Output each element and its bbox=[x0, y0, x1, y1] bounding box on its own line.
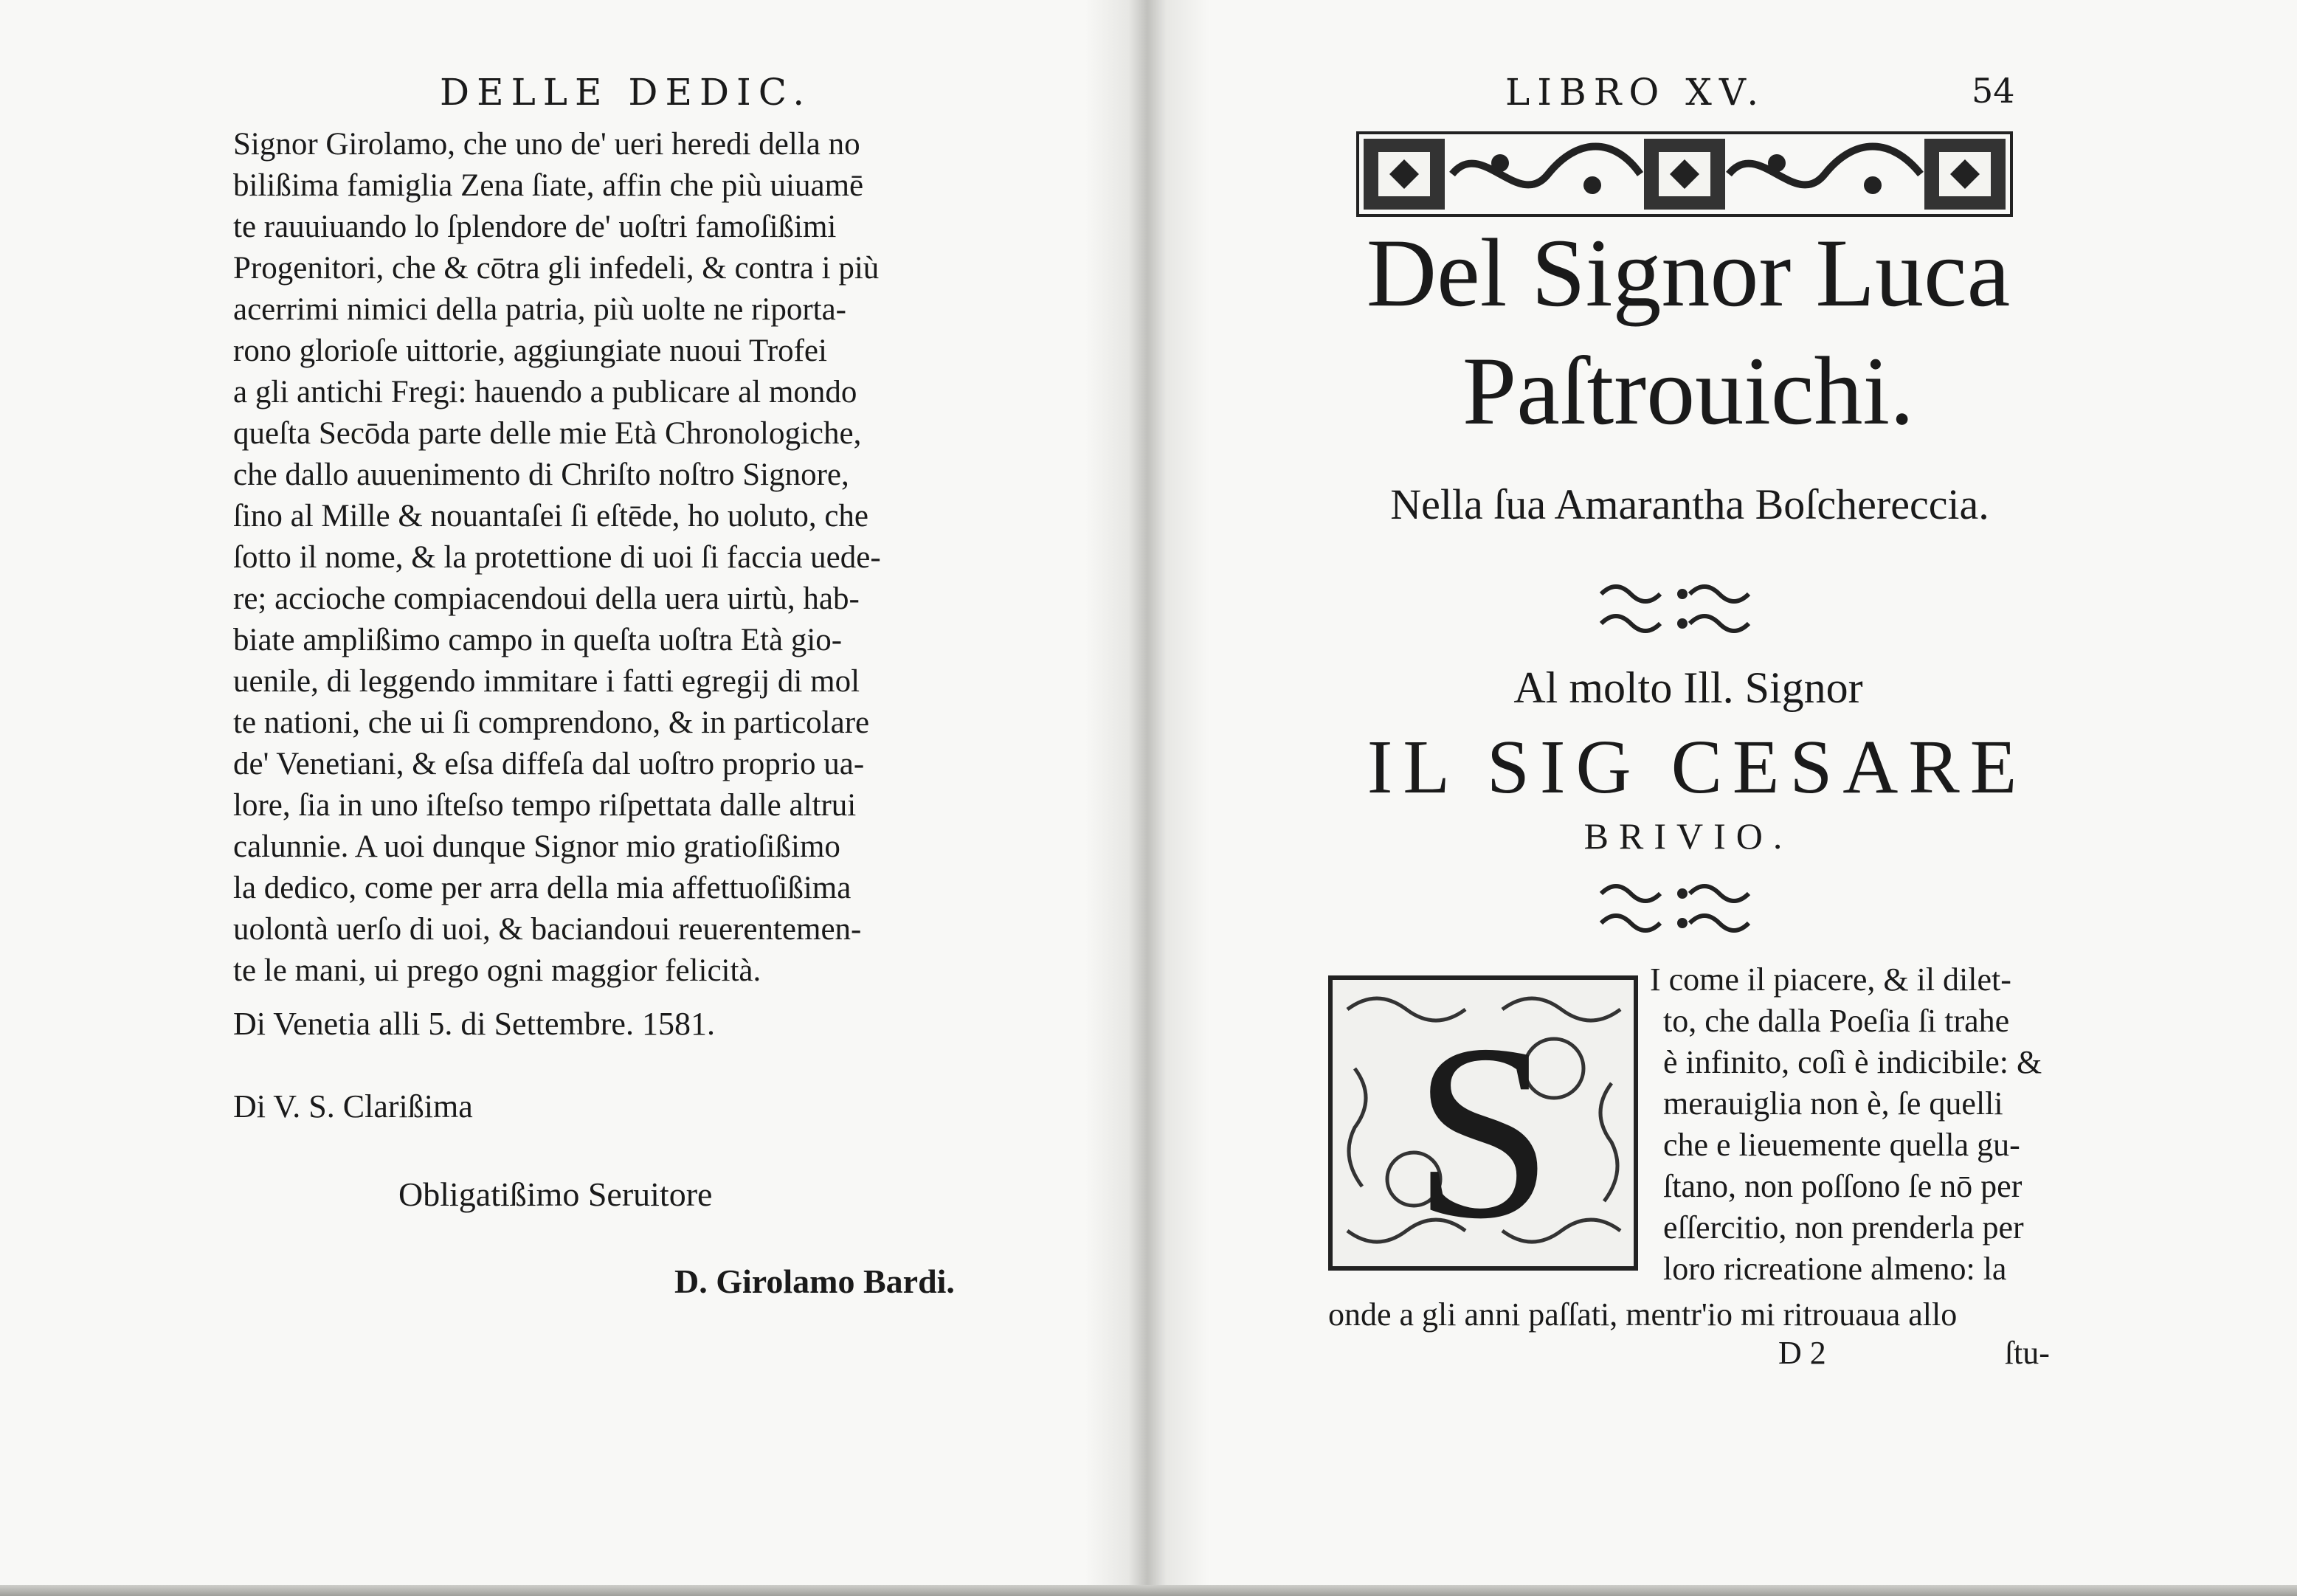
body-line: te le mani, ui prego ogni maggior felicità. bbox=[233, 953, 761, 988]
salutation: Di V. S. Clarißima bbox=[233, 1088, 473, 1125]
headpiece-ornament bbox=[1356, 130, 2013, 218]
catchword: ſtu- bbox=[2004, 1335, 2050, 1371]
body-line: calunnie. A uoi dunque Signor mio gratioſißimo bbox=[233, 829, 840, 864]
decorated-initial bbox=[1328, 975, 1638, 1271]
body-line: la dedico, come per arra della mia affettuoſißima bbox=[233, 871, 852, 905]
body-line: a gli antichi Fregi: hauendo a publicare al mondo bbox=[233, 375, 857, 410]
fleuron-graphic bbox=[1586, 875, 1778, 942]
body-line: ſino al Mille & nouantaſei ſi eſtēde, ho uoluto, che bbox=[233, 499, 868, 533]
poem-title-line-2: Paſtrouichi. bbox=[1462, 336, 1915, 445]
page-bottom-edge bbox=[0, 1585, 2297, 1596]
body-line: te rauuiuando lo ſplendore de' uoſtri famoſißimi bbox=[233, 210, 837, 244]
body-line: eſſercitio, non prenderla per bbox=[1663, 1209, 2024, 1246]
left-running-head: DELLE DEDIC. bbox=[440, 71, 812, 114]
body-line: rono glorioſe uittorie, aggiungiate nuoui Trofei bbox=[233, 334, 827, 368]
initial-letter: S bbox=[1413, 992, 1553, 1266]
body-line: bilißima famiglia Zena ſiate, affin che più uiuamē bbox=[233, 168, 864, 203]
body-line: onde a gli anni paſſati, mentr'io mi ritrouaua allo bbox=[1328, 1296, 1958, 1333]
body-line: ſtano, non poſſono ſe nō per bbox=[1663, 1168, 2023, 1204]
poem-subtitle: Nella ſua Amarantha Boſchereccia. bbox=[1390, 480, 1989, 528]
body-line: ſotto il nome, & la protettione di uoi ſi faccia uede- bbox=[233, 540, 881, 575]
headpiece-ornament-graphic bbox=[1356, 130, 2013, 218]
body-line: Progenitori, che & cōtra gli infedeli, & contra i più bbox=[233, 251, 880, 286]
body-line: I come il piacere, & il dilet- bbox=[1650, 961, 2011, 998]
book-gutter bbox=[1085, 0, 1210, 1596]
body-line: Signor Girolamo, che uno de' ueri heredi della no bbox=[233, 127, 860, 162]
dateline: Di Venetia alli 5. di Settembre. 1581. bbox=[233, 1006, 715, 1042]
body-line: de' Venetiani, & eſsa diffeſa dal uoſtro proprio ua- bbox=[233, 747, 865, 781]
signature-catchword-line bbox=[1778, 1334, 2050, 1372]
body-line: uolontà uerſo di uoi, & baciandoui reuerentemen- bbox=[233, 912, 862, 947]
addressee-surname: BRIVIO. bbox=[1583, 815, 1793, 857]
left-body-text bbox=[233, 124, 1001, 992]
body-line: te nationi, che ui ſi comprendono, & in particolare bbox=[233, 705, 870, 740]
poem-title-line-1: Del Signor Luca bbox=[1366, 218, 2011, 327]
body-line: lore, ſia in uno iſteſso tempo riſpettata dalle altrui bbox=[233, 788, 857, 823]
body-line: che e lieuemente quella gu- bbox=[1663, 1127, 2020, 1163]
body-line: è infinito, coſì è indicibile: & bbox=[1663, 1044, 2042, 1080]
body-line: merauiglia non è, ſe quelli bbox=[1663, 1085, 2003, 1122]
closing-formula: Obligatißimo Seruitore bbox=[398, 1175, 713, 1213]
body-line: re; accioche compiacendoui della uera uirtù, hab- bbox=[233, 581, 860, 616]
addressee-name: IL SIG CESARE bbox=[1367, 725, 2028, 809]
author-signature: D. Girolamo Bardi. bbox=[674, 1262, 955, 1300]
left-page bbox=[0, 0, 1148, 1586]
body-line: biate amplißimo campo in queſta uoſtra Età gio- bbox=[233, 623, 843, 657]
signature-mark: D 2 bbox=[1778, 1335, 1826, 1371]
body-line: to, che dalla Poeſia ſi trahe bbox=[1663, 1003, 2010, 1039]
body-line: uenile, di leggendo immitare i fatti egregij di mol bbox=[233, 664, 860, 699]
right-body-text bbox=[1650, 959, 2085, 1290]
addressee-title: Al molto Ill. Signor bbox=[1513, 663, 1863, 712]
fleuron-ornament bbox=[1586, 875, 1778, 942]
body-line: che dallo auuenimento di Chriſto noſtro Signore, bbox=[233, 457, 849, 492]
body-line: queſta Secōda parte delle mie Età Chronologiche, bbox=[233, 416, 862, 451]
fleuron-ornament bbox=[1586, 576, 1778, 642]
decorated-initial-graphic bbox=[1333, 980, 1634, 1266]
fleuron-graphic bbox=[1586, 576, 1778, 642]
right-running-head: LIBRO XV. bbox=[1505, 71, 1766, 114]
folio-number: 54 bbox=[1972, 71, 2015, 111]
body-line: acerrimi nimici della patria, più uolte ne riporta- bbox=[233, 292, 847, 327]
body-line: loro ricreatione almeno: la bbox=[1663, 1251, 2007, 1287]
